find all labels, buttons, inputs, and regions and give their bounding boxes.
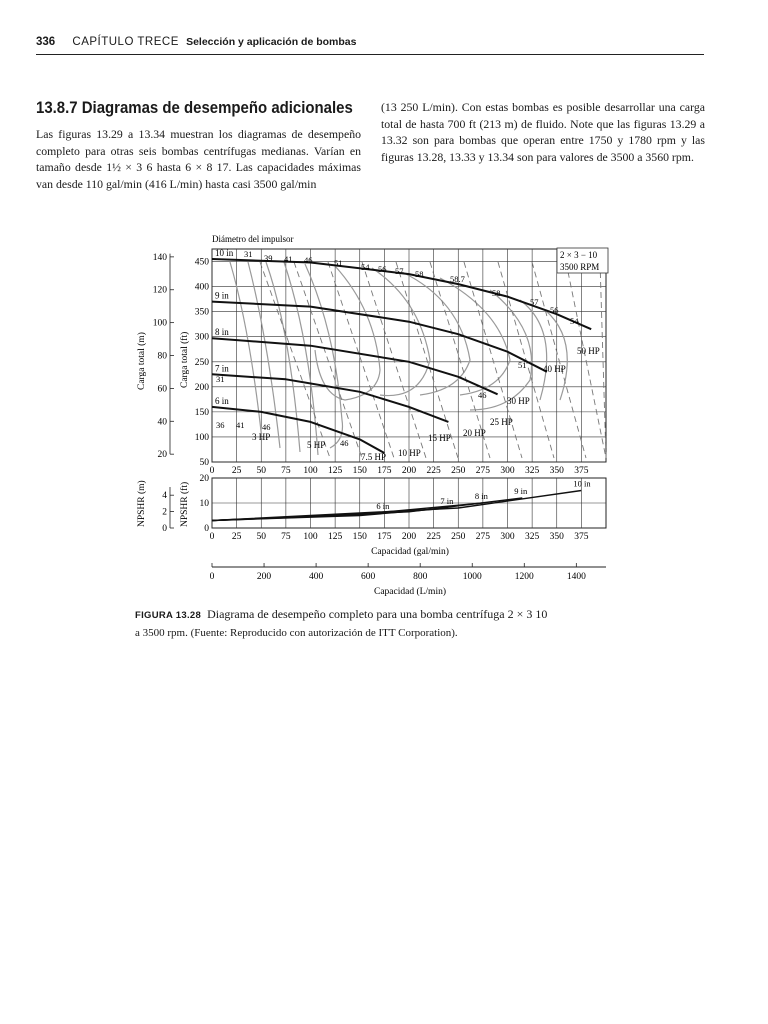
y-m-tick-label: 60 (157, 384, 167, 395)
npsh-x-tick-label: 300 (500, 532, 515, 542)
y-ft-tick-label: 300 (194, 332, 209, 343)
y-m-tick-label: 120 (152, 285, 167, 296)
y-ft-tick-label: 350 (194, 307, 209, 318)
hp-label: 10 HP (398, 448, 421, 458)
pump-size-label: 2 × 3 − 10 (560, 250, 598, 260)
npsh-x-tick-label: 25 (231, 532, 242, 542)
y-m-tick-label: 40 (157, 417, 167, 428)
y-ft-tick-label: 150 (194, 407, 209, 418)
x-tick-label: 225 (426, 466, 441, 476)
y-m-tick-label: 140 (152, 252, 167, 263)
y-ft-tick-label: 450 (194, 257, 209, 268)
x-tick-label: 175 (377, 466, 392, 476)
x-tick-label: 150 (352, 466, 367, 476)
x-tick-label: 350 (549, 466, 564, 476)
hp-label: 5 HP (307, 440, 326, 450)
npsh-chart-grid (212, 478, 606, 528)
hp-label: 25 HP (490, 417, 513, 427)
npsh-x-tick-label: 250 (451, 532, 466, 542)
lpm-tick-label: 1400 (566, 572, 586, 582)
x-tick-label: 300 (500, 466, 515, 476)
npsh-x-tick-label: 175 (377, 532, 392, 542)
impeller-curve-label: 7 in (215, 363, 229, 374)
npsh-x-tick-label: 325 (525, 532, 540, 542)
x-tick-label: 325 (525, 466, 540, 476)
efficiency-label: 58 (415, 269, 424, 279)
y-axis-m-label: Carga total (m) (137, 332, 147, 390)
efficiency-label: 39 (264, 253, 273, 263)
hp-line (600, 262, 606, 458)
hp-line (532, 262, 586, 458)
efficiency-contour (520, 300, 547, 400)
npsh-ft-tick-label: 10 (199, 499, 209, 509)
x-tick-label: 125 (328, 466, 343, 476)
efficiency-label: 58.7 (450, 274, 465, 284)
npsh-m-tick-label: 4 (162, 491, 167, 502)
efficiency-label: 57 (395, 266, 404, 276)
efficiency-label: 31 (244, 249, 253, 259)
npsh-x-tick-label: 225 (426, 532, 441, 542)
y-ft-tick-label: 200 (194, 382, 209, 393)
hp-label: 15 HP (428, 433, 451, 443)
efficiency-lines (230, 262, 567, 455)
figure-caption-source: a 3500 rpm. (Fuente: Reproducido con autorización de ITT Corporation). (135, 627, 458, 639)
efficiency-label: 57 (530, 297, 539, 307)
npsh-x-tick-label: 200 (401, 532, 417, 542)
hp-label: 40 HP (543, 364, 566, 374)
x-tick-label: 200 (401, 466, 417, 476)
npsh-x-tick-label: 100 (303, 532, 318, 542)
lpm-tick-label: 1000 (462, 572, 482, 582)
npsh-curve (212, 498, 522, 521)
impeller-diameter-label: Diámetro del impulsor (212, 234, 294, 244)
figure-caption (135, 606, 615, 641)
x-tick-label: 0 (209, 466, 215, 476)
efficiency-label: 51 (518, 360, 527, 370)
efficiency-label: 46 (304, 255, 313, 265)
hp-line (396, 262, 458, 458)
figure-label: FIGURA 13.28 (135, 610, 202, 621)
x-axis-lpm-label: Capacidad (L/min) (373, 587, 447, 597)
efficiency-label: 56 (550, 305, 559, 315)
efficiency-contour (545, 310, 567, 400)
impeller-curve-label: 8 in (215, 327, 229, 338)
npsh-curve-label: 7 in (440, 496, 454, 506)
npsh-ft-tick-label: 20 (199, 474, 209, 484)
hp-line (566, 262, 606, 458)
hp-line (260, 262, 330, 458)
lpm-tick-label: 400 (308, 572, 324, 582)
impeller-curve (212, 374, 448, 422)
hp-label: 3 HP (252, 432, 271, 442)
x-tick-label: 25 (231, 466, 242, 476)
npsh-x-tick-label: 0 (209, 532, 215, 542)
impeller-curve-label: 9 in (215, 290, 229, 301)
npsh-x-tick-label: 375 (574, 532, 589, 542)
lpm-tick-label: 800 (413, 572, 428, 582)
chapter-title: Selección y aplicación de bombas (186, 36, 357, 48)
npsh-x-tick-label: 350 (549, 532, 564, 542)
npsh-x-tick-label: 275 (475, 532, 490, 542)
hp-label: 20 HP (463, 428, 486, 438)
efficiency-contour (372, 268, 430, 396)
x-tick-label: 375 (574, 466, 589, 476)
efficiency-label: 51 (334, 258, 343, 268)
x-axis-gpm-label: Capacidad (gal/min) (371, 547, 449, 557)
efficiency-label: 58 (492, 288, 501, 298)
x-tick-label: 275 (475, 466, 490, 476)
body-text-column-1: Las figuras 13.29 a 13.34 muestran los diagramas de desempeño completo para otras seis bombas centrífugas medianas. Varían en tamaño desde 1½ × 3 6 hasta 6 × 8 17. Las capacidades máximas van desde 110 gal/min (416 L/min) hasta casi 3500 gal/min (36, 127, 361, 191)
x-tick-label: 250 (451, 466, 466, 476)
x-tick-label: 50 (256, 466, 266, 476)
npsh-curve-label: 10 in (573, 478, 591, 489)
efficiency-label: 31 (216, 374, 225, 384)
x-tick-label: 100 (303, 466, 318, 476)
npsh-x-tick-label: 125 (328, 532, 343, 542)
chapter-label: CAPÍTULO TRECE (72, 36, 179, 48)
x-tick-label: 75 (281, 466, 291, 476)
impeller-curve-label: 10 in (215, 248, 234, 259)
body-text-column-2: (13 250 L/min). Con estas bombas es posible desarrollar una carga total de hasta 700 ft (213 m) de fluido. Note que las figuras 13.29 a 13.32 son para bombas que operan entre 1750 y 1780 rpm y las figuras 13.28, 13.33 y 13.34 son para valores de 3500 a 3560 rpm. (381, 100, 705, 164)
y-ft-tick-label: 400 (194, 282, 209, 293)
y-m-tick-label: 80 (157, 351, 167, 362)
npsh-m-tick-label: 0 (162, 524, 167, 534)
npsh-ft-tick-label: 0 (204, 524, 209, 534)
npsh-x-tick-label: 75 (281, 532, 291, 542)
efficiency-label: 56 (378, 264, 387, 274)
impeller-curve-label: 6 in (215, 395, 229, 406)
y-ft-tick-label: 50 (199, 458, 209, 468)
figure-caption-text: Diagrama de desempeño completo para una bomba centrífuga 2 × 3 10 (207, 607, 548, 621)
npsh-x-tick-label: 50 (256, 532, 266, 542)
hp-label: 7.5 HP (361, 452, 387, 462)
npsh-curve-label: 9 in (514, 486, 528, 496)
y-m-tick-label: 20 (157, 450, 167, 461)
npsh-curve-label: 8 in (474, 491, 488, 501)
efficiency-label: 54 (570, 316, 579, 326)
pump-rpm-label: 3500 RPM (560, 262, 600, 272)
npsh-m-tick-label: 2 (162, 507, 167, 518)
lpm-tick-label: 0 (209, 572, 215, 582)
efficiency-contour (230, 262, 262, 440)
lpm-tick-label: 200 (256, 572, 272, 582)
efficiency-label: 41 (236, 420, 245, 430)
efficiency-label: 46 (340, 438, 349, 448)
efficiency-contour (266, 262, 300, 452)
efficiency-label: 54 (361, 262, 370, 272)
y-axis-ft-label: Carga total (ft) (180, 331, 190, 388)
hp-label: 30 HP (507, 396, 530, 406)
npsh-curve-label: 6 in (376, 501, 390, 511)
efficiency-label: 36 (216, 420, 225, 430)
lpm-tick-label: 1200 (514, 572, 534, 582)
efficiency-label: 46 (478, 390, 487, 400)
hp-label: 50 HP (577, 346, 600, 356)
efficiency-label: 41 (284, 254, 293, 264)
y-ft-tick-label: 250 (194, 357, 209, 368)
npsh-x-tick-label: 150 (352, 532, 367, 542)
y-m-tick-label: 100 (152, 318, 167, 329)
y-ft-tick-label: 100 (194, 432, 209, 443)
page-number: 336 (36, 36, 56, 48)
npsh-m-label: NPSHR (m) (137, 480, 147, 527)
lpm-tick-label: 600 (361, 572, 376, 582)
section-title: 13.8.7 Diagramas de desempeño adicionales (36, 98, 353, 117)
efficiency-label: 46 (262, 422, 271, 432)
npsh-ft-label: NPSHR (ft) (180, 481, 190, 527)
